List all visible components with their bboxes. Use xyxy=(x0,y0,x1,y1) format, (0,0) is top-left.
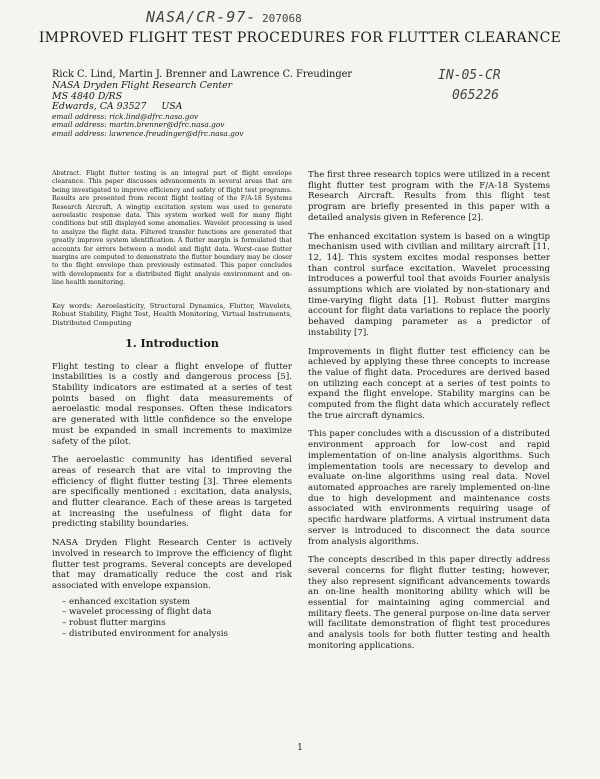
handwritten-accession-number: 065226 xyxy=(452,88,499,103)
body-paragraph: The enhanced excitation system is based on a wingtip mechanism used with civilian and military aircraft [11, 12, 14]. This system excites modal responses better than control surface excitation. Wavelet processing introduces a powerful tool that avoids Fourier analysis assumptions which are violated by non-stationary and time-varying flight data [1]. Robust flutter margins account for flight data variations to replace the poorly behaved damping parameter as a predictor of instability [7]. xyxy=(308,231,550,338)
left-column xyxy=(52,170,292,639)
handwritten-category-code: IN-05-CR xyxy=(438,68,501,83)
author-email: email address: lawrence.freudinger@dfrc.nasa.gov xyxy=(52,128,244,138)
list-item: – distributed environment for analysis xyxy=(62,629,292,640)
body-paragraph: NASA Dryden Flight Research Center is actively involved in research to improve the efficiency of flight flutter test programs. Several concepts are developed that may dramatically reduce the cost and risk associated with envelope expansion. xyxy=(52,538,292,591)
author-organization: NASA Dryden Flight Research Center xyxy=(52,80,233,92)
body-paragraph: Flight testing to clear a flight envelope of flutter instabilities is a costly and dangerous process [5]. Stability indicators are estimated at a series of test points based on flight data measurements of aeroelastic modal responses. Often these indicators are generated with little confidence so the envelope must be expanded in small increments to maximize safety of the pilot. xyxy=(52,361,292,447)
body-paragraph: This paper concludes with a discussion of a distributed environment approach for low-cost and rapid implementation of on-line analysis algorithms. Such implementation tools are necessary to develop and evaluate on-line algorithms using real data. Novel automated approaches are rarely implemented on-line due to high development and maintenance costs associated with environments requiring usage of specific hardware platforms. A virtual instrument data server is introduced to disconnect the data source from analysis algorithms. xyxy=(308,429,550,547)
body-paragraph: The aeroelastic community has identified several areas of research that are vital to improving the efficiency of flight flutter testing [3]. Three elements are specifically mentioned : excitation, data analysis, and flutter clearance. Each of these areas is targeted at increasing the usefulness of flight data for predicting stability boundaries. xyxy=(52,455,292,530)
list-item: – enhanced excitation system xyxy=(62,597,292,608)
author-names: Rick C. Lind, Martin J. Brenner and Lawrence C. Freudinger xyxy=(52,69,353,80)
stamped-document-number: 207068 xyxy=(262,12,302,25)
body-paragraph: The first three research topics were utilized in a recent flight flutter test program with the F/A-18 Systems Research Aircraft. Results from this flight test program are briefly presented in this paper with a detailed analysis given in Reference [2]. xyxy=(308,170,550,223)
abstract xyxy=(52,170,292,288)
keywords xyxy=(52,302,292,327)
keywords-label: Key words: xyxy=(52,301,93,310)
keywords-text: Aeroelasticity, Structural Dynamics, Flutter, Wavelets, Robust Stability, Flight Test, Health Monitoring, Virtual Instruments, Distributed Computing xyxy=(52,301,292,327)
author-mail-stop: MS 4840 D/RS xyxy=(52,90,122,102)
list-item: – robust flutter margins xyxy=(62,618,292,629)
body-paragraph: Improvements in flight flutter test efficiency can be achieved by applying these three concepts to increase the value of flight data. Procedures are derived based on utilizing each concept at a series of test points to expand the flight envelope. Stability margins can be computed from the flight data which accurately reflect the true aircraft dynamics. xyxy=(308,346,550,421)
page-number: 1 xyxy=(297,743,303,753)
right-column xyxy=(308,170,550,660)
list-item: – wavelet processing of flight data xyxy=(62,607,292,618)
author-email: email address: martin.brenner@dfrc.nasa.gov xyxy=(52,120,225,130)
section-heading-introduction: 1. Introduction xyxy=(125,336,219,350)
paper-title: IMPROVED FLIGHT TEST PROCEDURES FOR FLUTTER CLEARANCE xyxy=(38,30,562,46)
body-paragraph: The concepts described in this paper directly address several concerns for flight flutter testing; however, they also represent significant advancements towards an on-line health monitoring ability which will be essential for maintaining aging commercial and military fleets. The general purpose on-line data server will facilitate demonstration of flight test procedures and analysis tools for both flutter testing and health monitoring applications. xyxy=(308,555,550,651)
abstract-text: Flight flutter testing is an integral part of flight envelope clearance. This paper discusses advancements in several areas that are being investigated to improve efficiency and safety of flight test programs. Results are presented from recent flight testing of the F/A-18 Systems Research Aircraft. A wingtip excitation system was used to generate aeroelastic response data. This system worked well for many flight conditions but still displayed some anomalies. Wavelet processing is used to analyze the flight data. Filtered transfer functions are generated that greatly improve system identification. A flutter margin is formulated that accounts for errors between a model and flight data. Worst-case flutter margins are computed to demonstrate the flutter boundary may be closer to the flight envelope than previously estimated. This paper concludes with developments for a distributed flight analysis environment and on-line health monitoring. xyxy=(52,170,292,287)
research-topics-list xyxy=(62,597,292,640)
author-city: Edwards, CA 93527 USA xyxy=(52,101,183,113)
author-block xyxy=(52,70,432,138)
author-email: email address: rick.lind@dfrc.nasa.gov xyxy=(52,111,199,121)
abstract-label: Abstract. xyxy=(52,170,82,177)
handwritten-report-number: NASA/CR-97- xyxy=(146,8,257,26)
